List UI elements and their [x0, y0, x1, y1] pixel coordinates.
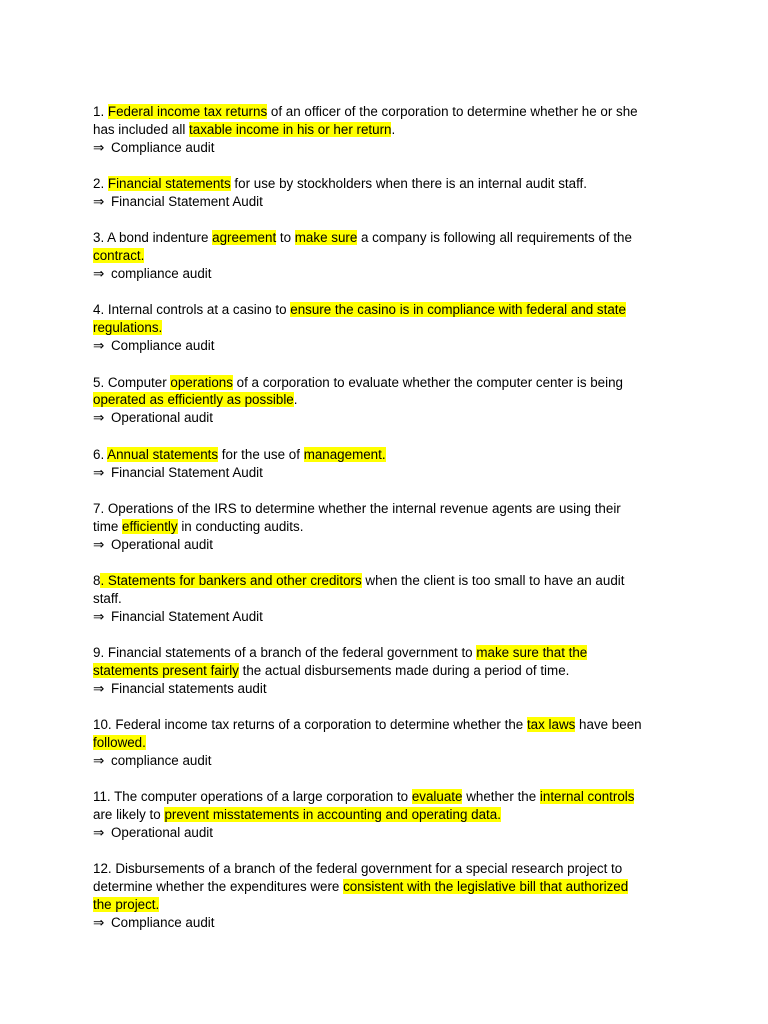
- implies-arrow-icon: ⇒: [93, 464, 105, 480]
- question-item: [93, 644, 693, 698]
- answer-line: [93, 464, 693, 482]
- answer-text: compliance audit: [111, 752, 212, 768]
- highlighted-text: Financial statements: [107, 176, 231, 192]
- text-segment: 3. A bond indenture: [93, 230, 213, 246]
- highlighted-text: operations: [170, 374, 233, 390]
- text-segment: a company is following all requirements of the: [357, 230, 632, 246]
- question-line: [93, 716, 693, 734]
- answer-line: [93, 824, 693, 842]
- highlighted-text: make sure: [294, 230, 358, 246]
- question-item: [93, 103, 693, 157]
- question-item: [93, 229, 693, 283]
- highlighted-text: tax laws: [526, 717, 576, 733]
- text-segment: for use by stockholders when there is an internal audit staff.: [230, 176, 587, 192]
- text-segment: have been: [575, 717, 642, 733]
- text-segment: 8: [93, 572, 101, 588]
- highlighted-text: followed.: [93, 735, 146, 751]
- text-segment: 7. Operations of the IRS to determine whether the internal revenue agents are using their: [93, 500, 621, 516]
- question-line: [93, 806, 693, 824]
- text-segment: to: [276, 230, 295, 246]
- text-segment: are likely to: [93, 807, 165, 823]
- question-line: [93, 860, 693, 878]
- question-line: [93, 788, 693, 806]
- text-segment: 5. Computer: [93, 374, 171, 390]
- question-line: [93, 103, 693, 121]
- implies-arrow-icon: ⇒: [93, 536, 105, 552]
- text-segment: 12. Disbursements of a branch of the federal government for a special research project to: [93, 861, 623, 877]
- text-segment: in conducting audits.: [177, 518, 304, 534]
- question-item: [93, 175, 693, 211]
- highlighted-text: the project.: [93, 897, 160, 913]
- answer-text: compliance audit: [111, 266, 212, 282]
- text-segment: 4. Internal controls at a casino to: [93, 302, 291, 318]
- question-line: [93, 572, 693, 590]
- answer-line: [93, 139, 693, 157]
- highlighted-text: Annual statements: [107, 446, 219, 462]
- question-item: [93, 446, 693, 482]
- implies-arrow-icon: ⇒: [93, 194, 105, 210]
- question-line: [93, 590, 693, 608]
- implies-arrow-icon: ⇒: [93, 139, 105, 155]
- implies-arrow-icon: ⇒: [93, 915, 105, 931]
- answer-line: [93, 409, 693, 427]
- question-line: [93, 247, 693, 265]
- document-page: [93, 103, 693, 950]
- question-line: [93, 662, 693, 680]
- question-item: [93, 860, 693, 932]
- highlighted-text: . Statements for bankers and other creditors: [100, 572, 362, 588]
- text-segment: 1.: [93, 104, 108, 119]
- question-item: [93, 716, 693, 770]
- answer-text: Operational audit: [111, 825, 213, 841]
- highlighted-text: statements present fairly: [93, 662, 239, 678]
- text-segment: 2.: [93, 176, 108, 192]
- highlighted-text: evaluate: [411, 789, 463, 805]
- answer-line: [93, 337, 693, 355]
- text-segment: 6.: [93, 446, 108, 462]
- answer-line: [93, 193, 693, 211]
- highlighted-text: operated as efficiently as possible: [93, 392, 294, 408]
- text-segment: staff.: [93, 590, 122, 606]
- highlighted-text: efficiently: [122, 518, 178, 534]
- question-line: [93, 374, 693, 392]
- question-line: [93, 896, 693, 914]
- question-item: [93, 301, 693, 355]
- text-segment: of a corporation to evaluate whether the computer center is being: [232, 374, 624, 390]
- answer-line: [93, 265, 693, 283]
- answer-line: [93, 752, 693, 770]
- question-line: [93, 391, 693, 409]
- answer-text: Financial Statement Audit: [111, 464, 263, 480]
- answer-text: Financial Statement Audit: [111, 194, 263, 210]
- text-segment: 10. Federal income tax returns of a corporation to determine whether the: [93, 717, 527, 733]
- question-line: [93, 446, 693, 464]
- highlighted-text: taxable income in his or her return: [189, 121, 392, 137]
- text-segment: of an officer of the corporation to determine whether he or she: [267, 104, 638, 119]
- answer-text: Operational audit: [111, 410, 213, 426]
- question-line: [93, 878, 693, 896]
- question-line: [93, 175, 693, 193]
- text-segment: determine whether the expenditures were: [93, 879, 344, 895]
- implies-arrow-icon: ⇒: [93, 608, 105, 624]
- answer-line: [93, 680, 693, 698]
- question-item: [93, 500, 693, 554]
- highlighted-text: make sure that the: [476, 645, 588, 661]
- answer-text: Compliance audit: [111, 139, 215, 155]
- answer-text: Operational audit: [111, 536, 213, 552]
- question-line: [93, 229, 693, 247]
- implies-arrow-icon: ⇒: [93, 825, 105, 841]
- highlighted-text: prevent misstatements in accounting and operating data.: [164, 807, 501, 823]
- highlighted-text: contract.: [93, 248, 145, 264]
- implies-arrow-icon: ⇒: [93, 410, 105, 426]
- answer-line: [93, 608, 693, 626]
- implies-arrow-icon: ⇒: [93, 680, 105, 696]
- question-line: [93, 644, 693, 662]
- implies-arrow-icon: ⇒: [93, 266, 105, 282]
- answer-line: [93, 914, 693, 932]
- highlighted-text: internal controls: [539, 789, 635, 805]
- question-item: [93, 374, 693, 428]
- text-segment: for the use of: [218, 446, 304, 462]
- highlighted-text: ensure the casino is in compliance with federal and state: [290, 302, 626, 318]
- answer-text: Financial Statement Audit: [111, 608, 263, 624]
- text-segment: 9. Financial statements of a branch of the federal government to: [93, 645, 477, 661]
- highlighted-text: agreement: [212, 230, 277, 246]
- highlighted-text: Federal income tax returns: [107, 104, 268, 119]
- text-segment: time: [93, 518, 123, 534]
- question-line: [93, 518, 693, 536]
- text-segment: 11. The computer operations of a large corporation to: [93, 789, 412, 805]
- text-segment: whether the: [462, 789, 540, 805]
- implies-arrow-icon: ⇒: [93, 752, 105, 768]
- text-segment: .: [293, 392, 298, 408]
- highlighted-text: management.: [303, 446, 386, 462]
- answer-text: Compliance audit: [111, 915, 215, 931]
- highlighted-text: regulations.: [93, 320, 163, 336]
- question-line: [93, 301, 693, 319]
- text-segment: when the client is too small to have an audit: [361, 572, 625, 588]
- question-line: [93, 121, 693, 139]
- text-segment: .: [391, 121, 396, 137]
- highlighted-text: consistent with the legislative bill that authorized: [343, 879, 629, 895]
- question-line: [93, 319, 693, 337]
- question-line: [93, 500, 693, 518]
- question-item: [93, 572, 693, 626]
- answer-line: [93, 536, 693, 554]
- answer-text: Compliance audit: [111, 338, 215, 354]
- answer-text: Financial statements audit: [111, 680, 267, 696]
- text-segment: has included all: [93, 121, 190, 137]
- implies-arrow-icon: ⇒: [93, 338, 105, 354]
- text-segment: the actual disbursements made during a period of time.: [238, 662, 570, 678]
- question-item: [93, 788, 693, 842]
- question-line: [93, 734, 693, 752]
